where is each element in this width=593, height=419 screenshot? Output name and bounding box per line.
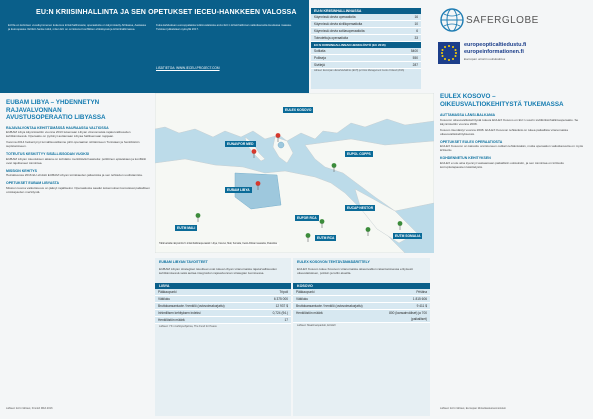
article-libya-p3: EUBAM Libyan toteutuksen aikana on kohdattu merkittäviä haasteita: poliittinen epävakaus ja konfliktit ovat rajoittaneet toimintaa.	[6, 156, 146, 165]
map-label-copps: EUPOL COPPS	[347, 152, 371, 156]
map	[155, 93, 434, 253]
table-row: Väkiluku 1 815 606	[293, 296, 430, 303]
article-libya-sub2: TOTEUTUS KESKITTYY SISÄLLISSODAN VUOKSI	[6, 152, 90, 156]
pin-red-icon	[275, 133, 281, 142]
article-libya-p1: EUBAM Libya käynnistettiin vuonna 2013 tukemaan Libyan viranomaisia rajaturvallisuuden kehittämisessä. Operaatio on pyrkinyt auttamaan Libyaa hallitsemaan rajojaan.	[6, 130, 131, 138]
table-row: Väkiluku 6 375 000	[155, 296, 291, 303]
table-row: Siviilejä 287	[311, 62, 421, 69]
pin-green-icon	[331, 163, 337, 172]
pin-green-icon	[195, 213, 201, 222]
table-row: Pääkaupunki Tripoli	[155, 289, 291, 296]
map-label-nestor: EUCAP NESTOR	[347, 206, 374, 210]
kosovo-goals-text: EULEX Kosovo tukee Kosovon viranomaisia oikeusvaltion rakentamisessa erityisesti oikeuslaitoksen, poliisin ja tullin alueilla.	[297, 266, 413, 275]
map-label-eufor-rca: EUFOR RCA	[297, 216, 317, 220]
table-row: Inhimillisen kehityksen indeksi 0,724 (94.)	[155, 310, 291, 317]
map-label-libya: EUBAM LIBYA	[227, 188, 250, 192]
article-kosovo-sub1: AUTTAMASSA LÄNSI-BALKANIA	[440, 113, 496, 117]
table-row: Bruttokansantuote / henkilö (ostovoimakorjattu) 12 937 $	[155, 303, 291, 310]
header-col1: EU:lla on kolmisen vuosikymmenen kokemus kriisinhallinnasta; operaatioita on käynnistetty Afrikassa, Aasiassa ja Euroopassa. IECEU-hanke tutkii, miten EU on onnistunut konfliktien ehkäisyssä ja kriisinhallinnassa.	[8, 23, 146, 31]
libya-table-sources: Lähteet: YK:n kehitysohjelma, The Fund for Peace	[159, 324, 217, 328]
table-row: Sotilaita 5400	[311, 48, 421, 55]
kosovo-table-title: KOSOVO	[293, 283, 430, 289]
map-label-med: EUNAVFOR MED	[227, 142, 254, 146]
pin-green-icon	[319, 219, 325, 228]
article-kosovo-sub2: OPETUKSET EULEX OPERAATIOSTA	[440, 139, 503, 144]
article-kosovo-p4: EULEX ei ole aina kyennyt vastaamaan paikallisiin odotuksiin, ja sen toimintaa on kritisoitu korruptiotapausten käsittelystä.	[440, 160, 564, 169]
saferglobe-wordmark: SAFERGLOBE	[466, 15, 539, 26]
libya-goals-title: EUBAM LIBYAN TAVOITTEET	[159, 260, 208, 264]
eu-flag-icon	[438, 42, 460, 64]
table-row: Toteutettuja operaatioita 33	[311, 35, 421, 42]
stats-subtitle: EU:N KRIISINHALLINNAN HENKILÖSTÖ (EU 2016)	[311, 42, 421, 48]
article-kosovo-sub3: KOHDENNETUN KEHITYKSEN	[440, 156, 491, 160]
table-row: Henkilöstön määrä 800 (kansainväliset) ja 700 (paikalliset)	[293, 310, 430, 323]
table-row: Käynnissä olevia siviilioperaatioita 10	[311, 21, 421, 28]
article-libya-sources: Lähteet: EU:n lähteet, Finnish MFA 2016	[6, 407, 53, 410]
header-col2: Kuka kahdeksan eurooppalaista tutkimuslaitosta arvioi EU:n kriisinhallinnan vaikuttavuutta kuudessa maassa. Tulokset julkaistaan syksyllä 2017.	[156, 23, 292, 31]
table-row: Käynnissä olevia sotilasoperaatioita 6	[311, 28, 421, 35]
article-libya-p4: Heinäkuussa 2016 EU ehdotti EUBAM Libyan toimikauden jatkamista ja sen tehtävien uudistamista.	[6, 173, 143, 177]
table-row: Pääkaupunki Priština	[293, 289, 430, 296]
article-libya-goals	[155, 258, 291, 416]
pin-green-icon	[365, 227, 371, 236]
saferglobe-logo	[438, 6, 588, 34]
libya-goals-text: EUBAM Libyan strategiset tavoitteet ovat tukea Libyan viranomaisia rajaturvallisuuden kehittämisessä sekä auttaa integroidun rajavalvonnan strategian luomisessa.	[159, 266, 277, 275]
pin-red-icon	[251, 149, 257, 158]
europe-logo-line1: europeopticaltiedustu.fi	[464, 42, 527, 48]
header-panel	[0, 0, 309, 93]
article-libya-p5: Mission tuoma vaikuttavuus on jäänyt rajalliseksi. Operaatiosta saadut kokemukset korostavat paikallisen omistajuuden merkitystä.	[6, 185, 150, 194]
libya-table	[155, 289, 291, 324]
pin-green-icon	[305, 233, 311, 242]
table-row: Käynnissä olevia operaatioita 16	[311, 14, 421, 21]
stats-table	[311, 8, 421, 89]
article-libya	[6, 99, 151, 415]
stats-note: Lähteet: Euroopan ulkosuhdehallinto (EUH) ja Crisis Management Centre Finland (2016)	[314, 70, 405, 72]
table-row: Henkilöstön määrä 17	[155, 317, 291, 324]
table-row: Bruttokansantuote / henkilö (ostovoimakorjattu) 9 411 $	[293, 303, 430, 310]
table-row: Poliiseja 550	[311, 55, 421, 62]
article-kosovo	[440, 93, 589, 415]
header-title: EU:N KRIISINHALLINTA JA SEN OPETUKSET IECEU-HANKKEEN VALOSSA	[36, 8, 297, 16]
article-libya-sub4: OPETUKSET EUBAM LIBYASTA	[6, 181, 60, 185]
map-label-kosovo: EULEX KOSOVO	[285, 108, 312, 112]
article-libya-p2: Vuonna 2014 heikentynyt turvallisuustilanne johti operaation siirtämiseen Tunisiaan ja henkilöstön supistamiseen.	[6, 140, 140, 148]
article-kosovo-p2: Kosovo itsenäistyi vuonna 2008. EULEX Kosovon tehtävänä on tukea paikallisia viranomaisia oikeusvaltiokehityksessä.	[440, 127, 568, 136]
article-kosovo-goals	[293, 258, 430, 416]
pin-green-icon	[397, 221, 403, 230]
kosovo-goals-title: EULEX KOSOVON TEHTÄVÄNMÄÄRITTELY	[297, 260, 370, 264]
map-label-eutm-rca: EUTM RCA	[317, 236, 335, 240]
header-link[interactable]: LISÄTIETOA: WWW.IECEU-PROJECT.COM	[156, 66, 220, 70]
kosovo-table	[293, 289, 430, 323]
europe-logo-line3: Euroopan unionin uutistiedotus	[464, 57, 506, 61]
pin-red-icon	[255, 181, 261, 190]
article-kosovo-p3: EULEX Kosovon on katsottu onnistuneen osittain tehtävissään, mutta operaation vaikuttavuutta on myös kritisoitu.	[440, 144, 584, 152]
article-kosovo-p1: Kosovon oikeusvaltiokehitystä tukeva EULEX Kosovo on EU:n suurin siviilikriisinhallintaoperaatio. Se käynnistettiin vuonna 2008.	[440, 117, 579, 126]
map-caption: Tällä kartalla näkyvät EU:n kriisinhallintaoperaatiot: Libya, Kosovo, Mali, Somalia, Keski-Afrikan tasavalta, Palestiina	[159, 243, 279, 246]
article-kosovo-title: EULEX KOSOVO – OIKEUSVALTIOKEHITYSTÄ TUKEMASSA	[440, 93, 564, 108]
article-libya-title: EUBAM LIBYA – YHDENNETYN RAJAVALVONNAN AVUSTUSOPERAATIO LIBYASSA	[6, 99, 106, 121]
article-kosovo-sources: Lähteet: EU:n lähteet, Euroopan tilintarkastustuomioistuin	[440, 407, 507, 410]
article-libya-sub1: RAJAVALVONTAA KEHITTÄMÄSSÄ HAURAASSA VALTIOSSA	[6, 125, 109, 130]
article-libya-sub3: MISSION KEHITYS	[6, 168, 37, 173]
stats-table-title: EU:N KRIISINHALLINNASSA	[311, 8, 421, 14]
europe-logo-line2: europeinformationen.fi	[464, 49, 524, 55]
map-label-somalia: EUTM SOMALIA	[395, 234, 421, 238]
libya-table-title: LIBYA	[155, 283, 291, 289]
map-label-mali: EUTM MALI	[177, 226, 196, 230]
kosovo-highlight	[278, 142, 284, 148]
europe-info-logo	[438, 38, 588, 72]
kosovo-table-sources: Lähteet: Maailmanpankki, EULEX	[297, 323, 336, 327]
